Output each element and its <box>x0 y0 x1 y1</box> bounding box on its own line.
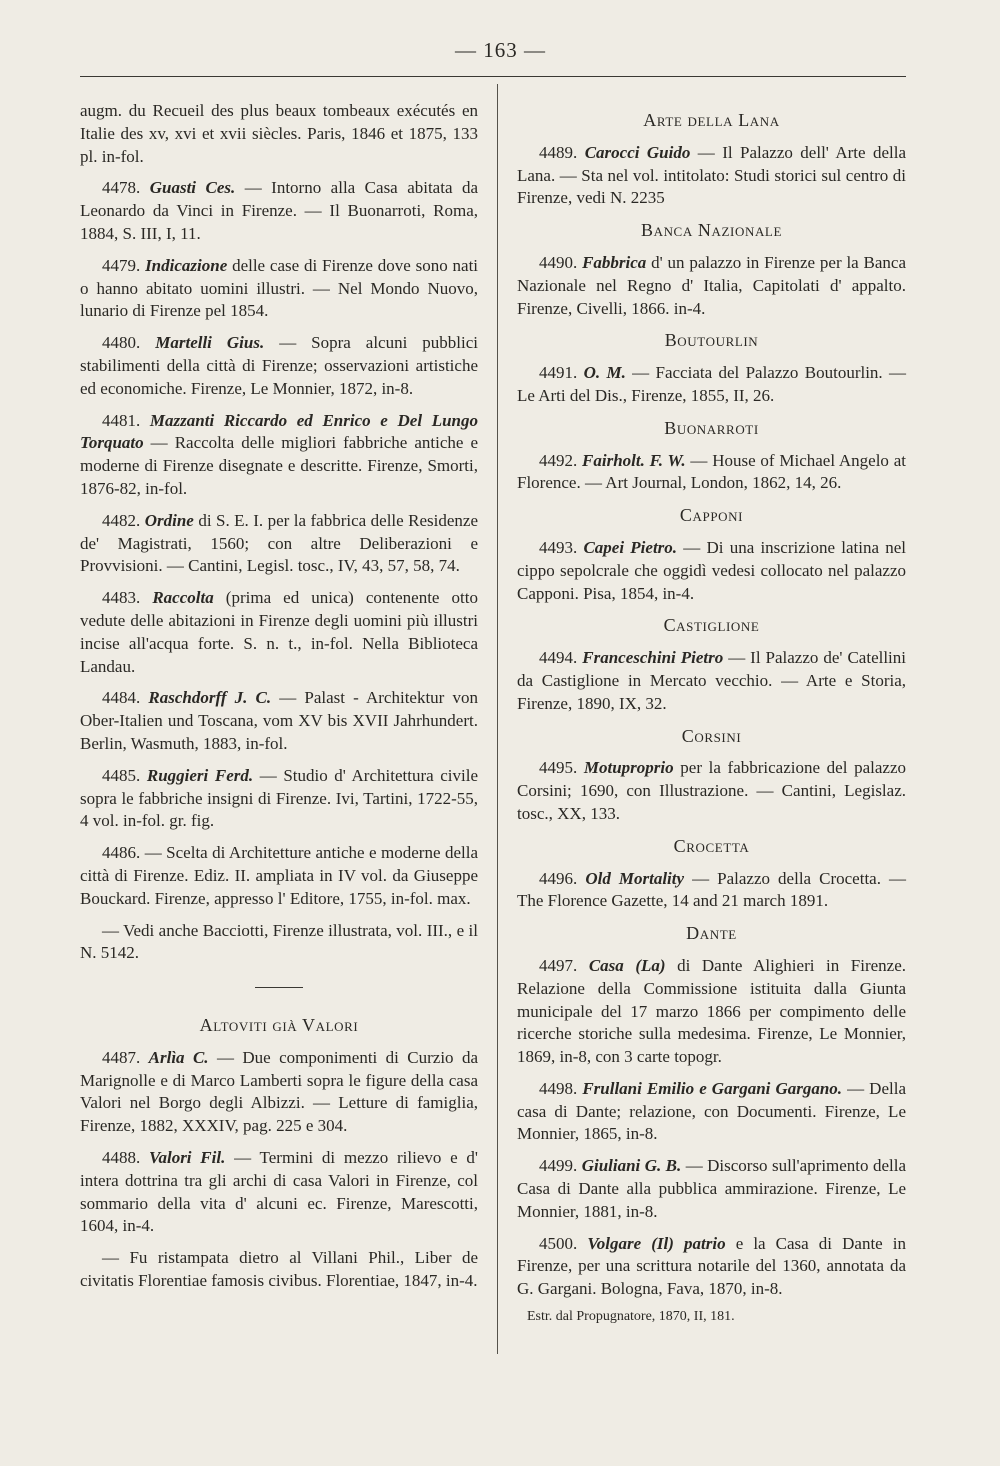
section-heading: Corsini <box>681 725 742 746</box>
section-heading: Dante <box>686 923 737 944</box>
entry-author: Carocci Guido <box>584 142 691 162</box>
note-text: Estr. dal Propugnatore, 1870, II, 181. <box>527 1309 735 1325</box>
entry-text: — Discorso sull'aprimento della Casa di Dante alla pubblica ammirazione. Firenze, Le Monnier, 1881, in-8. <box>517 1156 907 1221</box>
entry-author: Fabbrica <box>582 252 647 272</box>
bibliography-entry <box>517 252 906 320</box>
entry-author: Raschdorff J. C. <box>148 688 272 708</box>
entry-text: di Dante Alighieri in Firenze. Relazione della Commissione istituita dalla Giunta municipale del 17 marzo 1866 per compimento delle ricerche storiche sulla medesima. Firenze, Le Monnier, 1869, in-8, con 3 carte topogr. <box>517 955 907 1067</box>
bibliography-entry <box>80 1147 478 1238</box>
entry-author: Ordine <box>144 510 194 530</box>
entry-author: Raccolta <box>152 588 214 608</box>
entry-author: Giuliani G. B. <box>581 1156 682 1176</box>
entry-author: Old Mortality <box>585 868 685 888</box>
entry-number: 4494. <box>539 648 578 668</box>
bibliography-entry <box>80 1247 478 1293</box>
entry-author: Volgare (Il) patrio <box>587 1233 726 1253</box>
bibliography-entry <box>80 255 478 323</box>
entry-number: 4481. <box>102 410 141 430</box>
entry-author: Guasti Ces. <box>149 178 236 198</box>
entry-number: 4493. <box>539 537 578 557</box>
entry-number: 4486. <box>102 843 141 863</box>
entry-text: — Di una inscrizione latina nel cippo sepolcrale che oggidì vedesi collocato nel palazzo Capponi. Pisa, 1854, in-4. <box>517 537 906 603</box>
section-heading: Crocetta <box>673 835 750 856</box>
bibliography-entry <box>517 955 906 1069</box>
section-heading: Altoviti già Valori <box>199 1015 359 1036</box>
entry-author: Mazzanti Riccardo ed Enrico e Del Lungo Torquato <box>80 410 479 453</box>
entry-author: Martelli Gius. <box>155 333 265 353</box>
entry-number: 4495. <box>539 758 578 778</box>
left-column <box>80 100 478 1302</box>
bibliography-entry <box>517 1233 906 1301</box>
bibliography-entry <box>80 410 478 501</box>
entry-text: — Palazzo della Crocetta. — The Florence Gazette, 14 and 21 march 1891. <box>517 868 907 911</box>
entry-text: — Intorno alla Casa abitata da Leonardo da Vinci in Firenze. — Il Buonarroti, Roma, 1884, S. III, I, 11. <box>80 178 479 243</box>
bibliography-entry <box>517 868 906 914</box>
entry-text: per la fabbricazione del palazzo Corsini; 1690, con Illustrazione. — Cantini, Legislaz. tosc., XX, 133. <box>517 758 906 823</box>
bibliography-entry <box>80 687 478 755</box>
entry-note <box>517 1306 906 1329</box>
bibliography-entry <box>517 450 906 496</box>
entry-text: — Il Palazzo dell' Arte della Lana. — Sta nel vol. intitolato: Studi storici sul centro di Firenze, vedi N. 2235 <box>517 142 907 208</box>
entry-text: — Palast - Architektur von Ober-Italien und Toscana, vom XV bis XVII Jahrhundert. Berlin, Wasmuth, 1883, in-fol. <box>80 688 478 753</box>
bibliography-entry <box>517 1078 906 1146</box>
entry-author: Ruggieri Ferd. <box>146 765 254 785</box>
bibliography-entry <box>80 587 478 678</box>
bibliography-entry <box>80 1047 478 1138</box>
section-heading: Boutourlin <box>664 330 759 351</box>
entry-number: 4487. <box>102 1047 141 1067</box>
bibliography-entry <box>80 510 478 578</box>
bibliography-entry <box>80 100 478 168</box>
entry-text: — Termini di mezzo rilievo e d' intera dottrina tra gli archi di casa Valori in Firenze, col sommario della vita d' alcuni ec. Firenze, Marescotti, 1604, in-4. <box>80 1148 478 1236</box>
bibliography-entry <box>80 842 478 910</box>
entry-text: augm. du Recueil des plus beaux tombeaux exécutés en Italie des xv, xvi et xvii siècles. Paris, 1846 et 1875, 133 pl. in-fol. <box>80 101 478 166</box>
entry-text: di S. E. I. per la fabbrica delle Residenze de' Magistrati, 1560; con altre Deliberazioni e Provvisioni. — Cantini, Legisl. tosc., IV, 43, 57, 58, 74. <box>80 510 479 576</box>
section-heading: Buonarroti <box>664 417 759 438</box>
entry-text: — Scelta di Architetture antiche e moderne della città di Firenze. Ediz. II. ampliata in IV vol. da Giuseppe Bouckard. Firenze, appresso l' Editore, 1755, in-fol. max. <box>80 843 479 908</box>
section-rule <box>255 987 303 988</box>
bibliography-entry <box>80 920 478 966</box>
entry-text: — Raccolta delle migliori fabbriche antiche e moderne di Firenze disegnate e descritte. Firenze, Smorti, 1876-82, in-fol. <box>80 433 479 498</box>
bibliography-entry <box>80 332 478 400</box>
section-heading: Castiglione <box>663 615 760 636</box>
entry-author: O. M. <box>583 363 626 383</box>
section-heading: Arte della Lana <box>643 110 780 130</box>
entry-number: 4499. <box>539 1156 578 1176</box>
entry-text: delle case di Firenze dove sono nati o hanno abitato uomini illustri. — Nel Mondo Nuovo, lunario di Firenze pel 1854. <box>80 255 479 321</box>
entry-number: 4490. <box>539 252 578 272</box>
entry-number: 4496. <box>539 868 578 888</box>
entry-author: Capei Pietro. <box>583 537 678 557</box>
bibliography-entry <box>517 647 906 715</box>
header-rule <box>80 76 906 77</box>
entry-author: Frullani Emilio e Gargani Gargano. <box>582 1078 843 1098</box>
entry-number: 4480. <box>102 333 141 353</box>
entry-text: — House of Michael Angelo at Florence. — Art Journal, London, 1862, 14, 26. <box>517 450 906 493</box>
entry-text: — Facciata del Palazzo Boutourlin. — Le Arti del Dis., Firenze, 1855, II, 26. <box>517 363 907 405</box>
bibliography-entry <box>517 537 906 605</box>
entry-number: 4478. <box>102 178 141 198</box>
entry-number: 4479. <box>102 255 141 275</box>
section-heading: Banca Nazionale <box>640 220 783 241</box>
entry-number: 4500. <box>539 1233 578 1253</box>
entry-number: 4485. <box>102 765 141 785</box>
entry-author: Fairholt. F. W. <box>582 450 686 470</box>
entry-text: (prima ed unica) contenente otto vedute delle abitazioni in Firenze degli uomini più illustri incise all'acqua forte. S. n. t., in-fol. Nella Biblioteca Landau. <box>80 588 478 676</box>
entry-author: Franceschini Pietro <box>582 648 724 668</box>
column-divider <box>497 84 498 1354</box>
entry-author: Arlìa C. <box>148 1047 209 1067</box>
bibliography-entry <box>517 362 906 408</box>
entry-number: 4483. <box>102 588 141 608</box>
entry-text: — Vedi anche Bacciotti, Firenze illustrata, vol. III., e il N. 5142. <box>80 920 478 963</box>
entry-text: d' un palazzo in Firenze per la Banca Nazionale nel Regno d' Italia, Capitolati d' appalto. Firenze, Civelli, 1866. in-4. <box>517 252 907 318</box>
entry-number: 4484. <box>102 688 141 708</box>
entry-number: 4498. <box>539 1078 578 1098</box>
entry-author: Motuproprio <box>583 758 674 778</box>
entry-text: — Della casa di Dante; relazione, con Documenti. Firenze, Le Monnier, 1865, in-8. <box>517 1078 906 1144</box>
entry-author: Casa (La) <box>588 955 666 975</box>
entry-number: 4488. <box>102 1148 141 1168</box>
entry-number: 4497. <box>539 955 578 975</box>
entry-text: — Il Palazzo de' Catellini da Castiglione in Mercato vecchio. — Arte e Storia, Firenze, 1890, IX, 32. <box>517 648 907 713</box>
entry-text: e la Casa di Dante in Firenze, per una scrittura notarile del 1360, annotata da G. Gargani. Bologna, Fava, 1870, in-8. <box>517 1233 907 1299</box>
bibliography-entry <box>517 1155 906 1223</box>
entry-text: — Sopra alcuni pubblici stabilimenti della città di Firenze; osservazioni artistiche ed economiche. Firenze, Le Monnier, 1872, in-8. <box>80 333 479 398</box>
bibliography-entry <box>517 757 906 825</box>
entry-text: — Due componimenti di Curzio da Marignolle e di Marco Lamberti sopra le figure della casa Valori nel Borgo degli Albizzi. — Letture di famiglia, Firenze, 1882, XXXIV, pag. 225 e 304. <box>80 1047 479 1136</box>
entry-number: 4492. <box>539 450 578 470</box>
bibliography-entry <box>80 765 478 833</box>
entry-number: 4491. <box>539 363 578 383</box>
bibliography-entry <box>517 142 906 210</box>
section-heading: Capponi <box>679 505 744 526</box>
entry-author: Valori Fil. <box>149 1148 226 1168</box>
right-column <box>517 103 906 1338</box>
entry-number: 4482. <box>102 510 141 530</box>
entry-number: 4489. <box>539 142 578 162</box>
bibliography-entry <box>80 177 478 245</box>
entry-author: Indicazione <box>145 255 228 275</box>
entry-text: — Fu ristampata dietro al Villani Phil., Liber de civitatis Florentiae famosis civibus. Florentiae, 1847, in-4. <box>80 1248 478 1291</box>
entry-text: — Studio d' Architettura civile sopra le fabbriche insigni di Firenze. Ivi, Tartini, 1722-55, 4 vol. in-fol. gr. fig. <box>80 765 479 831</box>
page-number: — 163 — <box>455 38 546 62</box>
